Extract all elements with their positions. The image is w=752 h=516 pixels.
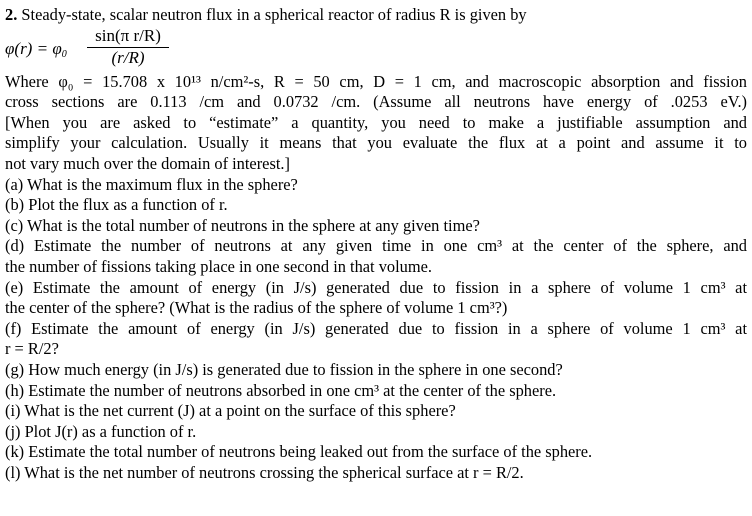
question-g: (g) How much energy (in J/s) is generated due to fission in the sphere in one second? — [5, 359, 563, 379]
question-f: (f) Estimate the amount of energy (in J/s) generated due to fission in a sphere of volume 1 cm³ at — [5, 318, 747, 338]
question-d: (d) Estimate the number of neutrons at any given time in one cm³ at the center of the sphere, and — [5, 236, 747, 256]
problem-intro-line — [5, 5, 747, 26]
question-c: (c) What is the total number of neutrons in the sphere at any given time? — [5, 215, 480, 235]
equation-fraction — [87, 26, 169, 68]
equation-denominator: (r/R) — [111, 47, 145, 67]
note-line-1: [When you are asked to “estimate” a quantity, you need to make a justifiable assumption and — [5, 112, 747, 132]
problem-number: 2. — [5, 5, 18, 24]
note-line-2: simplify your calculation. Usually it means that you evaluate the flux at a point and assume it to — [5, 133, 747, 153]
question-a: (a) What is the maximum flux in the sphere? — [5, 174, 298, 194]
problem-intro: Steady-state, scalar neutron flux in a spherical reactor of radius R is given by — [21, 5, 527, 24]
note-line-3: not vary much over the domain of interest.] — [5, 153, 290, 173]
question-h: (h) Estimate the number of neutrons absorbed in one cm³ at the center of the sphere. — [5, 380, 557, 400]
where-line-2: cross sections are 0.113 /cm and 0.0732 /cm. (Assume all neutrons have energy of .0253 eV.) — [5, 92, 747, 112]
question-d-cont: the number of fissions taking place in one second in that volume. — [5, 256, 432, 276]
question-e: (e) Estimate the amount of energy (in J/s) generated due to fission in a sphere of volume 1 cm³ at — [5, 277, 747, 297]
question-i: (i) What is the net current (J) at a point on the surface of this sphere? — [5, 401, 456, 421]
equation-numerator: sin(π r/R) — [95, 25, 161, 45]
question-k: (k) Estimate the total number of neutrons being leaked out from the surface of the sphere. — [5, 442, 593, 462]
question-l: (l) What is the net number of neutrons crossing the spherical surface at r = R/2. — [5, 462, 524, 482]
question-e-cont: the center of the sphere? (What is the radius of the sphere of volume 1 cm³?) — [5, 298, 508, 318]
question-f-cont: r = R/2? — [5, 339, 59, 359]
flux-equation — [5, 26, 747, 72]
question-b: (b) Plot the flux as a function of r. — [5, 195, 228, 215]
where-line-1: Where φ₀ = 15.708 x 10¹³ n/cm²-s, R = 50 cm, D = 1 cm, and macroscopic absorption and fission — [5, 71, 747, 91]
question-j: (j) Plot J(r) as a function of r. — [5, 421, 197, 441]
equation-lhs: $\varphi(r) = \varphi_0$ — [5, 38, 67, 60]
